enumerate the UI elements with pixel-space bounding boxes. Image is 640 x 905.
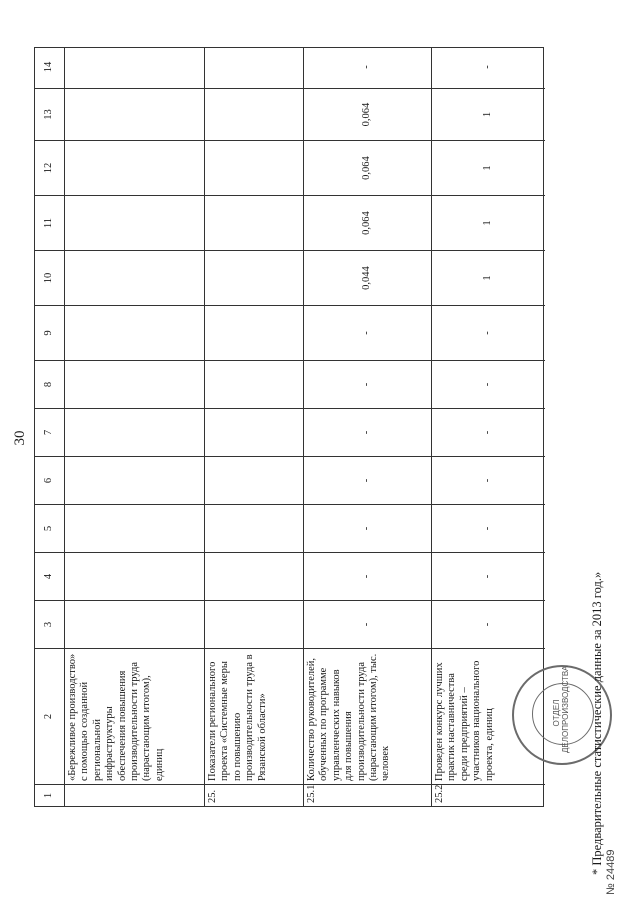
- header-cell: 11: [35, 195, 64, 250]
- value-cell: [65, 504, 204, 552]
- value-cell: 0,064: [304, 195, 431, 250]
- header-cell: 1: [35, 784, 64, 806]
- value-cell: [65, 552, 204, 600]
- value-cell: -: [304, 504, 431, 552]
- value-cell: [205, 195, 303, 250]
- value-cell: -: [432, 504, 545, 552]
- value-cell: -: [432, 305, 545, 360]
- indicator-name-cell: Количество руководителей, обученных по программе управленческих навыков для повышения производительности труда (нарастающим итогом), тыс. человек: [304, 648, 431, 784]
- value-cell: [65, 140, 204, 195]
- table-header-row: [35, 48, 65, 806]
- value-cell: -: [432, 600, 545, 648]
- value-cell: [65, 88, 204, 140]
- registration-number: № 24489: [605, 849, 617, 895]
- header-cell: 8: [35, 360, 64, 408]
- value-cell: [205, 504, 303, 552]
- value-cell: [205, 250, 303, 305]
- header-cell: 14: [43, 61, 55, 73]
- value-cell: 1: [432, 250, 545, 305]
- value-cell: [65, 456, 204, 504]
- row-number-cell: 25.: [205, 784, 303, 806]
- value-cell: [65, 360, 204, 408]
- header-cell: 10: [35, 250, 64, 305]
- value-cell: [65, 46, 204, 88]
- data-table: [34, 47, 544, 807]
- row-number-cell: 25.1: [304, 784, 431, 806]
- value-cell: [205, 46, 303, 88]
- header-cell: 9: [35, 305, 64, 360]
- value-cell: [205, 360, 303, 408]
- header-cell: 12: [35, 140, 64, 195]
- value-cell: [205, 456, 303, 504]
- indicator-name-cell: Показатели регионального проекта «Системные меры по повышению производительности труда в Рязанской области»: [205, 648, 303, 784]
- value-cell: -: [304, 552, 431, 600]
- value-cell: [205, 88, 303, 140]
- value-cell: -: [432, 456, 545, 504]
- header-cell: 5: [35, 504, 64, 552]
- value-cell: [65, 195, 204, 250]
- header-cell: 2: [35, 648, 64, 784]
- value-cell: [205, 140, 303, 195]
- value-cell: -: [432, 408, 545, 456]
- indicator-name-cell: Проведен конкурс лучших практик наставничества среди предприятий – участников национального проекта, единиц: [432, 648, 545, 784]
- table-row: [65, 48, 205, 806]
- value-cell: [65, 408, 204, 456]
- value-cell: [65, 600, 204, 648]
- page-number: 30: [12, 430, 28, 446]
- value-cell: 0,044: [304, 250, 431, 305]
- header-cell: 3: [35, 600, 64, 648]
- value-cell: [205, 600, 303, 648]
- value-cell: -: [304, 305, 431, 360]
- footnote: * Предварительные статистические данные за 2013 год.»: [590, 571, 604, 875]
- header-cell: 7: [35, 408, 64, 456]
- value-cell: -: [432, 552, 545, 600]
- value-cell: 0,064: [304, 140, 431, 195]
- value-cell: [205, 305, 303, 360]
- value-cell: -: [304, 456, 431, 504]
- row-number-cell: [65, 784, 204, 806]
- value-cell: [65, 250, 204, 305]
- value-cell: -: [304, 600, 431, 648]
- indicator-name-cell: «Бережливое производство» с помощью созданной региональной инфраструктуры обеспечения повышения производительности труда (нарастающим итогом), единиц: [65, 648, 204, 784]
- value-cell: [205, 552, 303, 600]
- value-cell: -: [361, 65, 373, 69]
- value-cell: 1: [432, 140, 545, 195]
- header-cell: 6: [35, 456, 64, 504]
- header-cell: 4: [35, 552, 64, 600]
- table-row: [205, 48, 304, 806]
- value-cell: -: [432, 360, 545, 408]
- value-cell: 0,064: [304, 88, 431, 140]
- value-cell: -: [482, 65, 494, 69]
- table-row: [304, 48, 432, 806]
- stamp-text: ОТДЕЛ ДЕЛОПРОИЗВОДСТВА: [552, 665, 570, 753]
- value-cell: -: [304, 408, 431, 456]
- value-cell: 1: [432, 88, 545, 140]
- value-cell: 1: [432, 195, 545, 250]
- row-number-cell: 25.2: [432, 784, 545, 806]
- value-cell: [205, 408, 303, 456]
- value-cell: -: [304, 360, 431, 408]
- header-cell: 13: [35, 88, 64, 140]
- value-cell: [65, 305, 204, 360]
